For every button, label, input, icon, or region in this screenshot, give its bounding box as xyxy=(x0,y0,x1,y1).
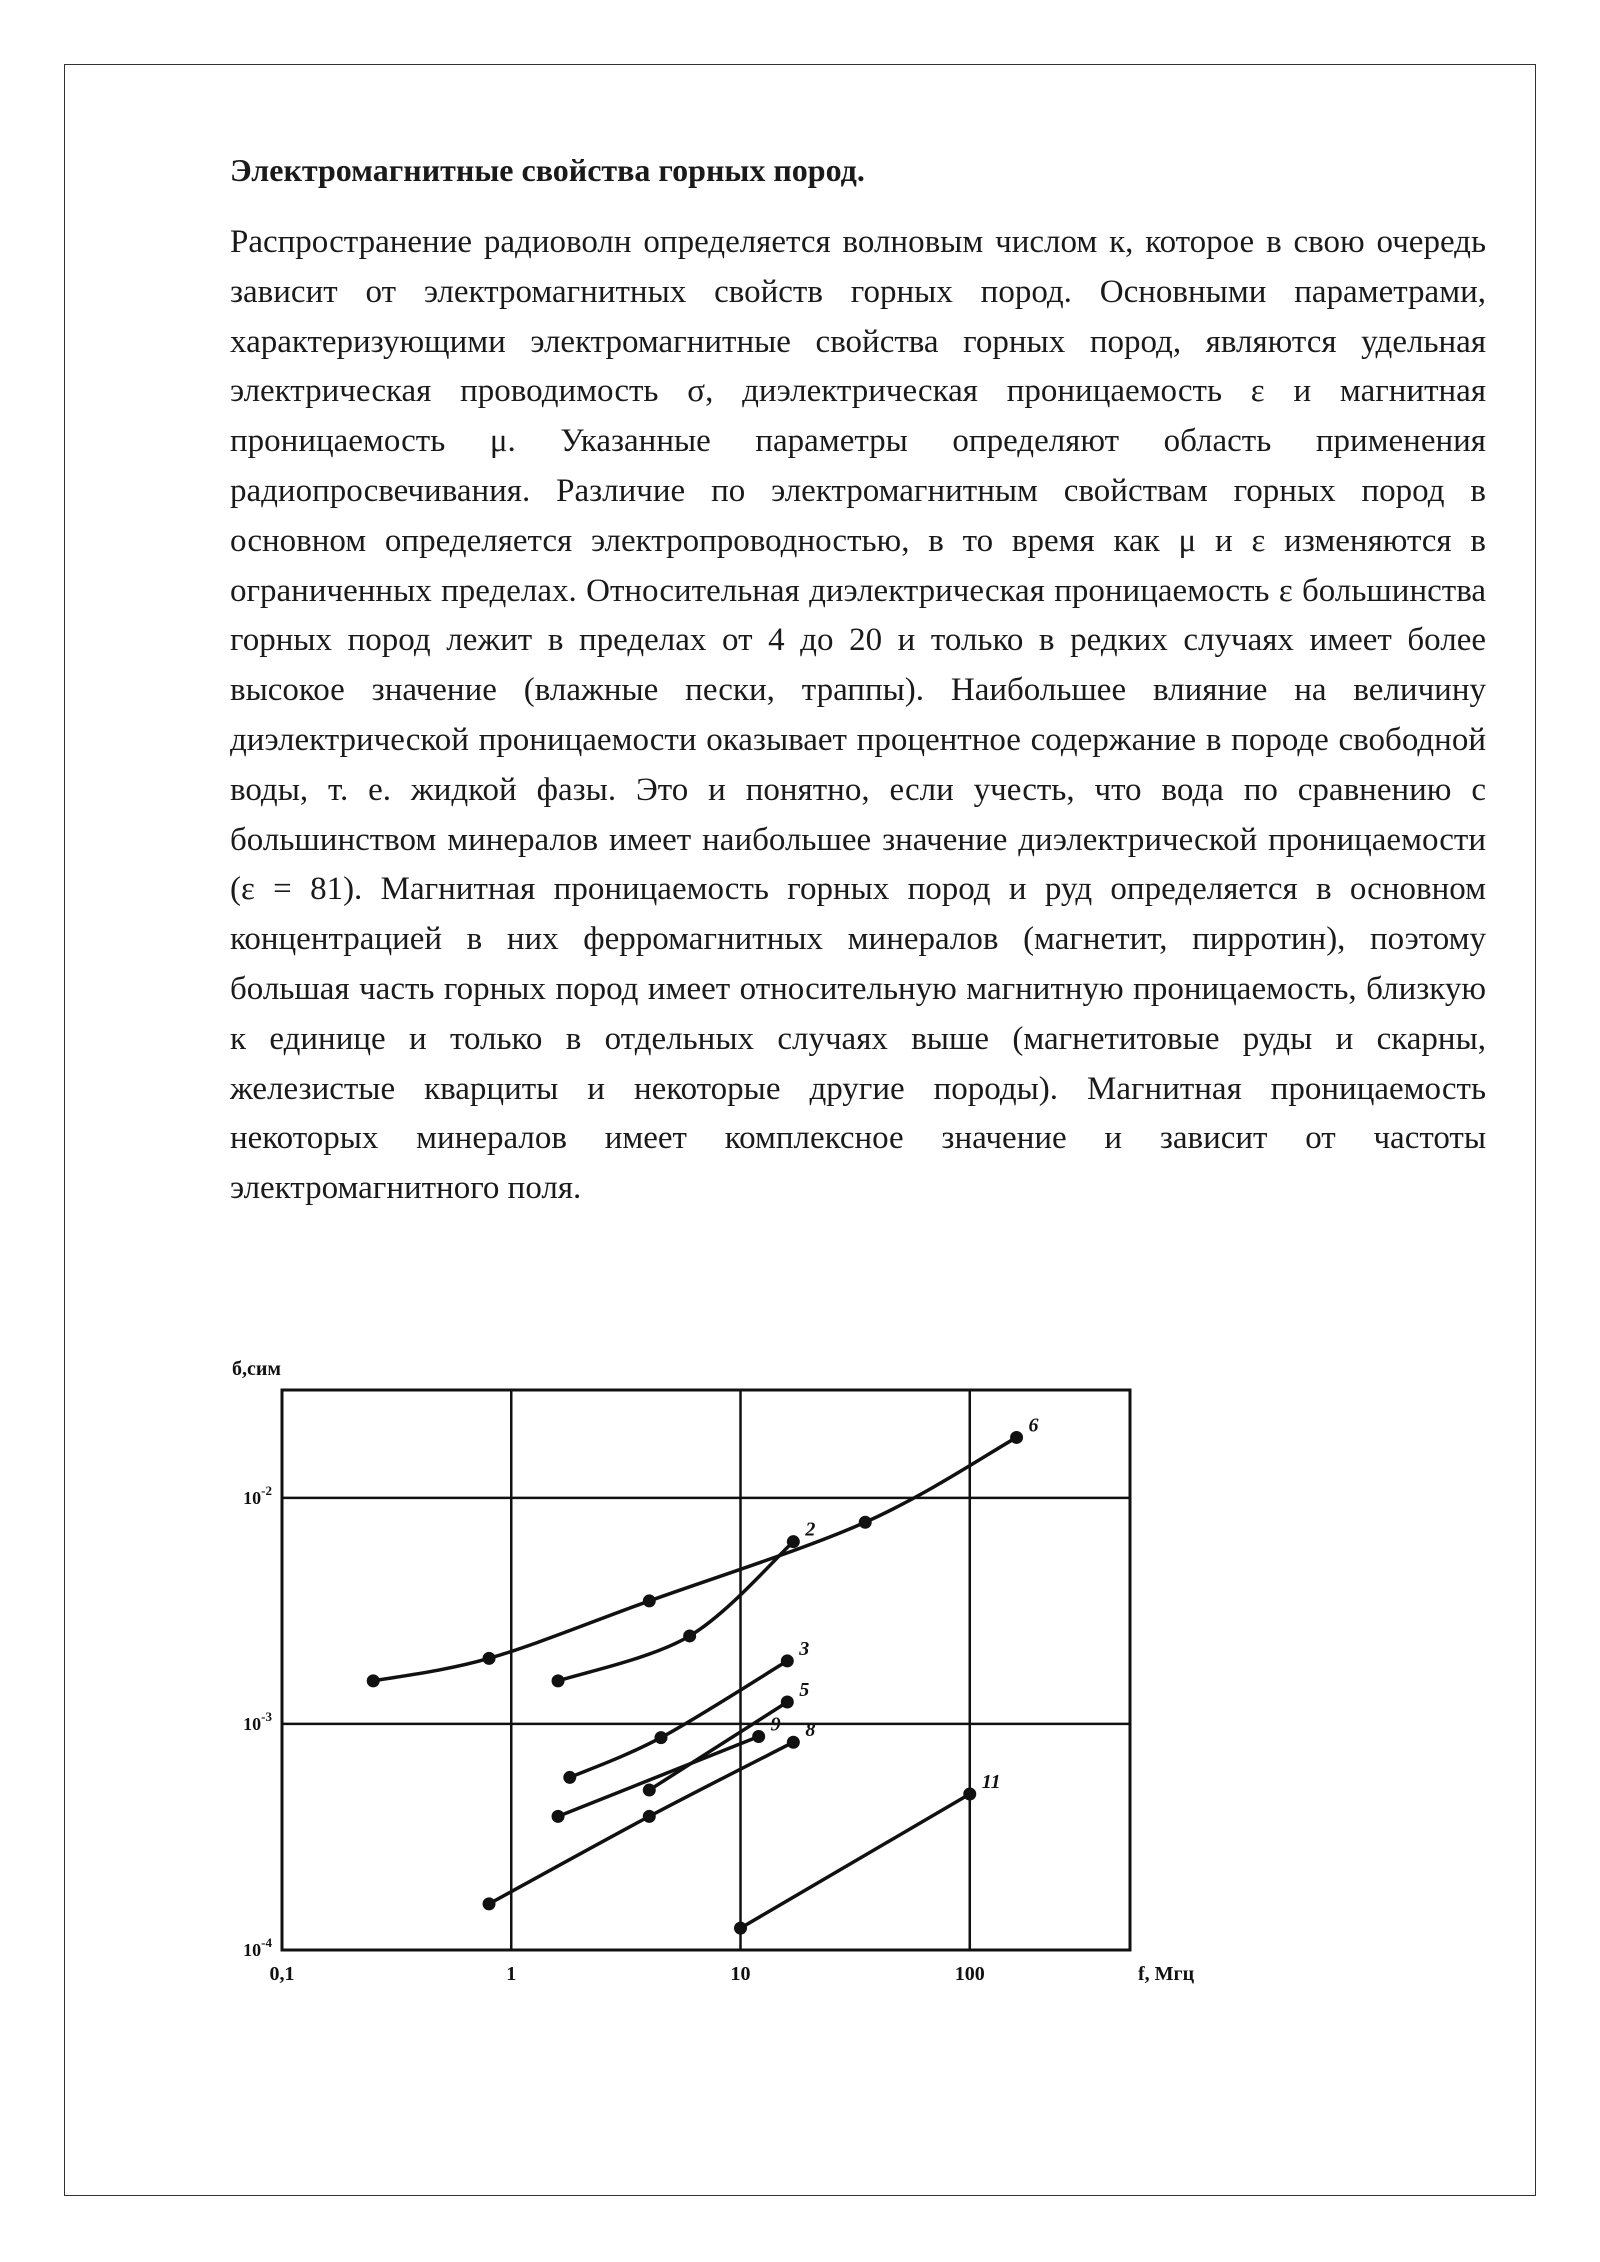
series-point-8 xyxy=(787,1736,800,1749)
conductivity-frequency-chart xyxy=(220,1355,1195,1995)
series-point-6 xyxy=(367,1674,380,1687)
y-tick-label: $10^{-3}$ xyxy=(243,1708,272,1734)
series-label-11: 11 xyxy=(981,1770,1001,1793)
series-point-3 xyxy=(655,1731,668,1744)
series-label-2: 2 xyxy=(805,1518,816,1541)
series-point-6 xyxy=(483,1652,496,1665)
chart-svg xyxy=(220,1355,1195,1995)
x-tick-label: 100 xyxy=(954,1963,985,1985)
series-point-2 xyxy=(787,1535,800,1548)
series-line-8 xyxy=(489,1742,793,1904)
series-point-9 xyxy=(752,1730,765,1743)
series-line-11 xyxy=(741,1794,970,1928)
x-tick-label: 1 xyxy=(506,1963,517,1985)
series-point-5 xyxy=(781,1696,794,1709)
series-point-6 xyxy=(643,1594,656,1607)
y-axis-label: б,сим xyxy=(232,1358,282,1380)
x-tick-label: 0,1 xyxy=(269,1963,295,1985)
series-point-2 xyxy=(552,1674,565,1687)
series-label-8: 8 xyxy=(805,1719,816,1742)
document-body xyxy=(230,150,1486,1214)
series-point-6 xyxy=(1010,1431,1023,1444)
series-line-6 xyxy=(373,1437,1016,1680)
series-point-2 xyxy=(683,1629,696,1642)
series-point-5 xyxy=(643,1784,656,1797)
series-label-5: 5 xyxy=(799,1679,810,1702)
series-point-8 xyxy=(483,1897,496,1910)
series-point-11 xyxy=(734,1922,747,1935)
y-tick-label: $10^{-2}$ xyxy=(243,1482,272,1508)
x-tick-label: 10 xyxy=(730,1963,751,1985)
series-line-3 xyxy=(570,1661,788,1777)
series-point-6 xyxy=(859,1516,872,1529)
series-point-3 xyxy=(781,1654,794,1667)
series-point-11 xyxy=(963,1787,976,1800)
series-line-5 xyxy=(649,1702,787,1790)
series-label-3: 3 xyxy=(799,1637,810,1660)
document-paragraph: Распространение радиоволн определяется волновым числом к, которое в свою очередь зависит от электромагнитных свойств горных пород. Основными параметрами, характеризующими электромагнитные свойства горных пород, являются удельная электрическая проводимость σ, диэлектрическая проницаемость ε и магнитная проницаемость μ. Указанные параметры определяют область применения радиопросвечивания. Различие по электромагнитным свойствам горных пород в основном определяется электропроводностью, в то время как μ и ε изменяются в ограниченных пределах. Относительная диэлектрическая проницаемость ε большинства горных пород лежит в пределах от 4 до 20 и только в редких случаях имеет более высокое значение (влажные пески, траппы). Наибольшее влияние на величину диэлектрической проницаемости оказывает процентное содержание в породе свободной воды, т. е. жидкой фазы. Это и понятно, если учесть, что вода по сравнению с большинством минералов имеет наибольшее значение диэлектрической проницаемости (ε = 81). Магнитная проницаемость горных пород и руд определяется в основном концентрацией в них ферромагнитных минералов (магнетит, пирротин), поэтому большая часть горных пород имеет относительную магнитную проницаемость, близкую к единице и только в отдельных случаях выше (магнетитовые руды и скарны, железистые кварциты и некоторые другие породы). Магнитная проницаемость некоторых минералов имеет комплексное значение и зависит от частоты электромагнитного поля. xyxy=(230,224,1486,1207)
series-point-9 xyxy=(552,1810,565,1823)
series-label-9: 9 xyxy=(770,1713,781,1736)
y-tick-label: $10^{-4}$ xyxy=(243,1935,272,1960)
plot-frame xyxy=(282,1390,1130,1950)
series-point-8 xyxy=(643,1810,656,1823)
x-axis-label: f, Мгц xyxy=(1138,1963,1195,1985)
document-title: Электромагнитные свойства горных пород. xyxy=(230,152,865,188)
series-label-6: 6 xyxy=(1028,1414,1039,1437)
series-point-3 xyxy=(563,1771,576,1784)
